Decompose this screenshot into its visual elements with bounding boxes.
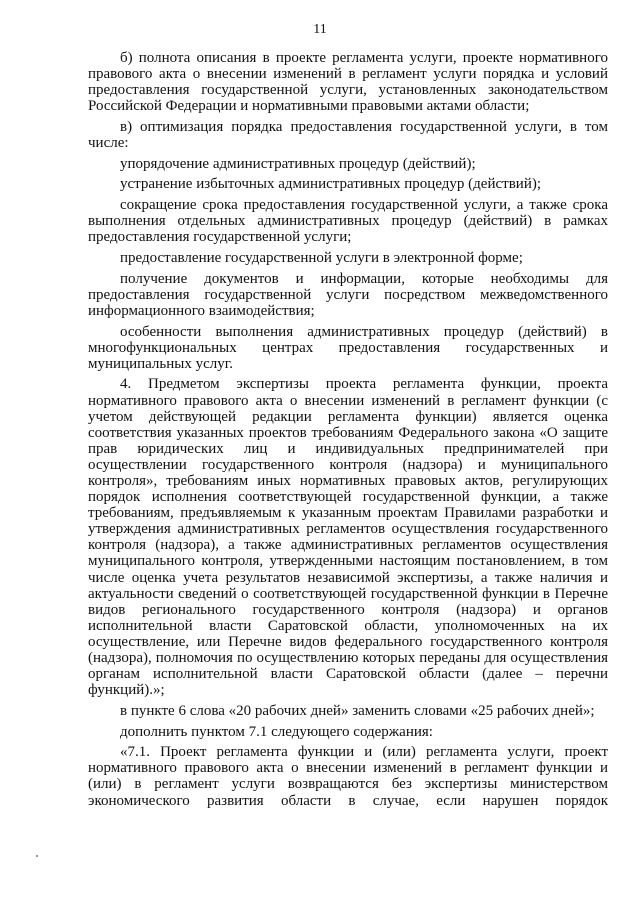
scan-speck bbox=[513, 270, 514, 271]
paragraph-4-expertise-subject: 4. Предметом экспертизы проекта регламента функции, проекта нормативного правового акта о внесении изменений в регламент функции (с учетом действующей редакции регламента функции) является оценка соответствия указанных проектов требованиям Федерального закона «О защите прав юридических лиц и индивидуальных предпринимателей при осуществлении государственного контроля (надзора) и муниципального контроля», требованиям иных нормативных правовых актов, регулирующих порядок исполнения соответствующей государственной функции, а также требованиям, предъявляемым к указанным проектам Правилами разработки и утверждения административных регламентов осуществления государственного контроля (надзора), а также административных регламентов осуществления муниципального контроля, утвержденными настоящим постановлением, в том числе оценка учета результатов независимой экспертизы, а также наличия и актуальности сведений о соответствующей государственной функции в Перечне видов регионального государственного контроля (надзора) и органов исполнительной власти Саратовской области, уполномоченных на их осуществление, или Перечне видов федерального государственного контроля (надзора), полномочия по осуществлению которых переданы для осуществления органам исполнительной власти Саратовской области (далее – перечни функций).»; bbox=[88, 376, 608, 699]
paragraph-mfc-features: особенности выполнения административных процедур (действий) в многофункциональных центрах предоставления государственных и муниципальных услуг. bbox=[88, 323, 608, 372]
scan-speck bbox=[36, 855, 38, 857]
page-number: 11 bbox=[313, 22, 327, 37]
paragraph-term-reduction: сокращение срока предоставления государственной услуги, а также срока выполнения отдельных административных процедур (действий) в рамках предоставления государственной услуги; bbox=[88, 197, 608, 246]
paragraph-documents-obtaining: получение документов и информации, которые необходимы для предоставления государственной услуги посредством межведомственного информационного взаимодействия; bbox=[88, 270, 608, 319]
paragraph-add-item-7-1: дополнить пунктом 7.1 следующего содержания: bbox=[120, 723, 433, 740]
paragraph-procedures-ordering: упорядочение административных процедур (действий); bbox=[120, 155, 476, 172]
paragraph-item-6-amendment: в пункте 6 слова «20 рабочих дней» заменить словами «25 рабочих дней»; bbox=[120, 702, 595, 719]
paragraph-7-1-text: «7.1. Проект регламента функции и (или) регламента услуги, проект нормативного правового акта о внесении изменений в регламент функции и (или) в регламент услуги возвращаются без экспертизы министерством экономического развития области в случае, если нарушен порядок bbox=[88, 744, 608, 809]
paragraph-v-optimization: в) оптимизация порядка предоставления государственной услуги, в том числе: bbox=[88, 118, 608, 152]
paragraph-electronic-form: предоставление государственной услуги в электронной форме; bbox=[120, 250, 523, 266]
paragraph-b-completeness: б) полнота описания в проекте регламента услуги, проекте нормативного правового акта о внесении изменений в регламент услуги порядка и условий предоставления государственной услуги, установленных законодательством Российской Федерации и нормативными правовыми актами области; bbox=[88, 50, 608, 115]
document-body bbox=[88, 50, 608, 809]
paragraph-redundant-procedures: устранение избыточных административных процедур (действий); bbox=[120, 176, 542, 193]
